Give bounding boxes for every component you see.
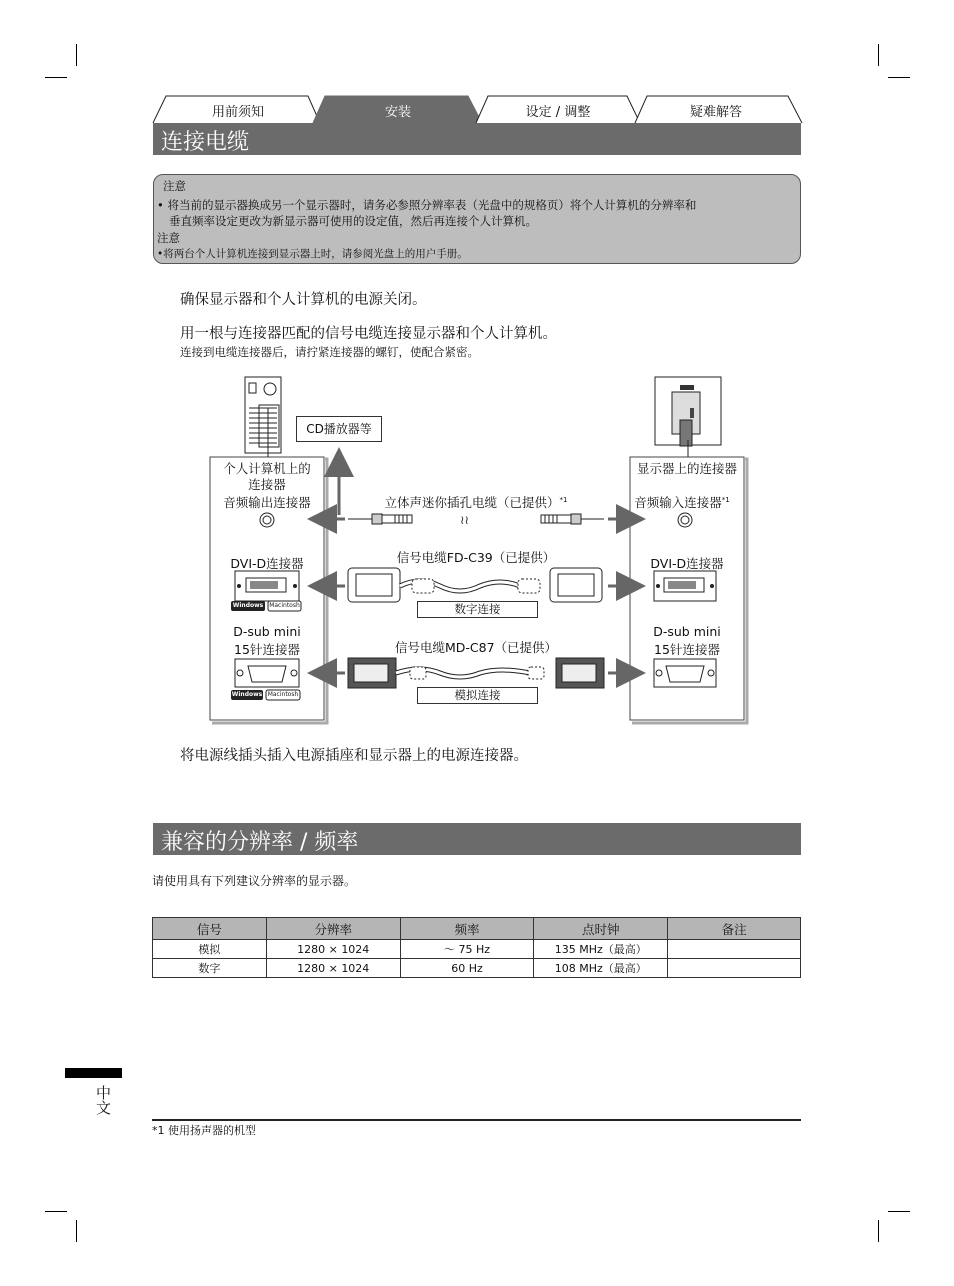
col-header: 频率 [400, 918, 534, 940]
monitor-connector-heading: 显示器上的连接器 [636, 461, 737, 476]
col-header: 信号 [153, 918, 267, 940]
dvi-cable-label: 信号电缆FD-C39（已提供） [396, 550, 556, 565]
pc-tower-icon [245, 377, 281, 453]
macintosh-badge-text: Macintosh [269, 602, 300, 609]
pc-dsub-label: D-sub mini [233, 624, 301, 639]
section-title: 连接电缆 [161, 130, 250, 155]
note-item-continued: 垂直频率设定更改为新显示器可使用的设定值，然后再连接个人计算机。 [169, 214, 537, 228]
svg-text:≀≀: ≀≀ [460, 513, 469, 527]
tab-installation[interactable]: 安装 [384, 105, 411, 120]
table-cell [668, 959, 801, 978]
dsub-port-pc-icon [235, 659, 299, 687]
digital-connection-label: 数字连接 [417, 601, 538, 618]
tab-settings[interactable]: 设定 / 调整 [525, 105, 591, 120]
footer-rule [152, 1119, 801, 1121]
resolution-table [152, 917, 801, 978]
analog-connection-label: 模拟连接 [417, 687, 538, 704]
pc-audio-out-label: 音频输出连接器 [223, 495, 311, 510]
section-intro: 请使用具有下列建议分辨率的显示器。 [152, 874, 357, 888]
dvi-port-monitor-icon [654, 571, 716, 601]
audio-plug-left-icon [348, 514, 412, 524]
pc-connector-heading: 个人计算机上的 [223, 461, 311, 476]
table-cell: 108 MHz（最高） [534, 959, 668, 978]
note-item: • 将当前的显示器换成另一个显示器时，请务必参照分辨率表（光盘中的规格页）将个人计算机的分辨率和 [157, 198, 697, 212]
monitor-rear-icon [655, 377, 721, 446]
section-header-resolution [153, 823, 801, 855]
table-cell: 60 Hz [400, 959, 534, 978]
pc-connector-heading-2: 连接器 [248, 477, 286, 492]
pc-dvi-label: DVI-D连接器 [230, 556, 304, 571]
table-cell [668, 940, 801, 959]
step-3-text: 将电源线插头插入电源插座和显示器上的电源连接器。 [180, 748, 528, 764]
dvi-port-pc-icon [235, 571, 299, 601]
language-label: 中文 [94, 1085, 112, 1115]
audio-cable-label: 立体声迷你插孔电缆（已提供）$^{*1}$ [384, 495, 568, 510]
table-cell: 135 MHz（最高） [534, 940, 668, 959]
table-cell: 1280 × 1024 [266, 959, 400, 978]
cd-player-label: CD播放器等 [296, 416, 382, 442]
analog-cable-label: 信号电缆MD-C87（已提供） [394, 640, 558, 655]
table-cell: 数字 [153, 959, 267, 978]
table-row [153, 959, 801, 978]
macintosh-badge-text: Macintosh [267, 691, 299, 698]
table-header-row [153, 918, 801, 940]
dvi-cable-icon [348, 568, 602, 602]
monitor-dsub-label-2: 15针连接器 [654, 642, 720, 657]
note-item: •将两台个人计算机连接到显示器上时，请参阅光盘上的用户手册。 [157, 248, 468, 260]
col-header: 点时钟 [534, 918, 668, 940]
note-heading: 注意 [163, 179, 186, 193]
monitor-dvi-label: DVI-D连接器 [650, 556, 724, 571]
dsub-cable-icon [348, 658, 604, 688]
table-cell: 1280 × 1024 [266, 940, 400, 959]
monitor-audio-in-label: 音频输入连接器$^{*1}$ [634, 495, 730, 510]
footnote: *1 使用扬声器的机型 [152, 1124, 256, 1137]
tab-troubleshooting[interactable]: 疑难解答 [689, 105, 742, 120]
step-2-subtext: 连接到电缆连接器后，请拧紧连接器的螺钉，使配合紧密。 [180, 345, 479, 359]
table-cell: ～ 75 Hz [400, 940, 534, 959]
windows-badge-text: Windows [232, 602, 264, 609]
step-1-text: 确保显示器和个人计算机的电源关闭。 [180, 292, 427, 308]
language-tab-marker [65, 1068, 122, 1078]
table-row [153, 940, 801, 959]
section-title: 兼容的分辨率 / 频率 [161, 830, 359, 855]
table-cell: 模拟 [153, 940, 267, 959]
col-header: 分辨率 [266, 918, 400, 940]
windows-badge-text: Windows [231, 691, 263, 698]
pc-dsub-label-2: 15针连接器 [234, 642, 300, 657]
monitor-dsub-label: D-sub mini [653, 624, 721, 639]
step-2-text: 用一根与连接器匹配的信号电缆连接显示器和个人计算机。 [180, 326, 557, 342]
audio-plug-right-icon [541, 514, 604, 524]
note-heading: 注意 [157, 231, 180, 245]
col-header: 备注 [668, 918, 801, 940]
tab-before-use[interactable]: 用前须知 [211, 105, 264, 120]
dsub-port-monitor-icon [654, 659, 716, 687]
